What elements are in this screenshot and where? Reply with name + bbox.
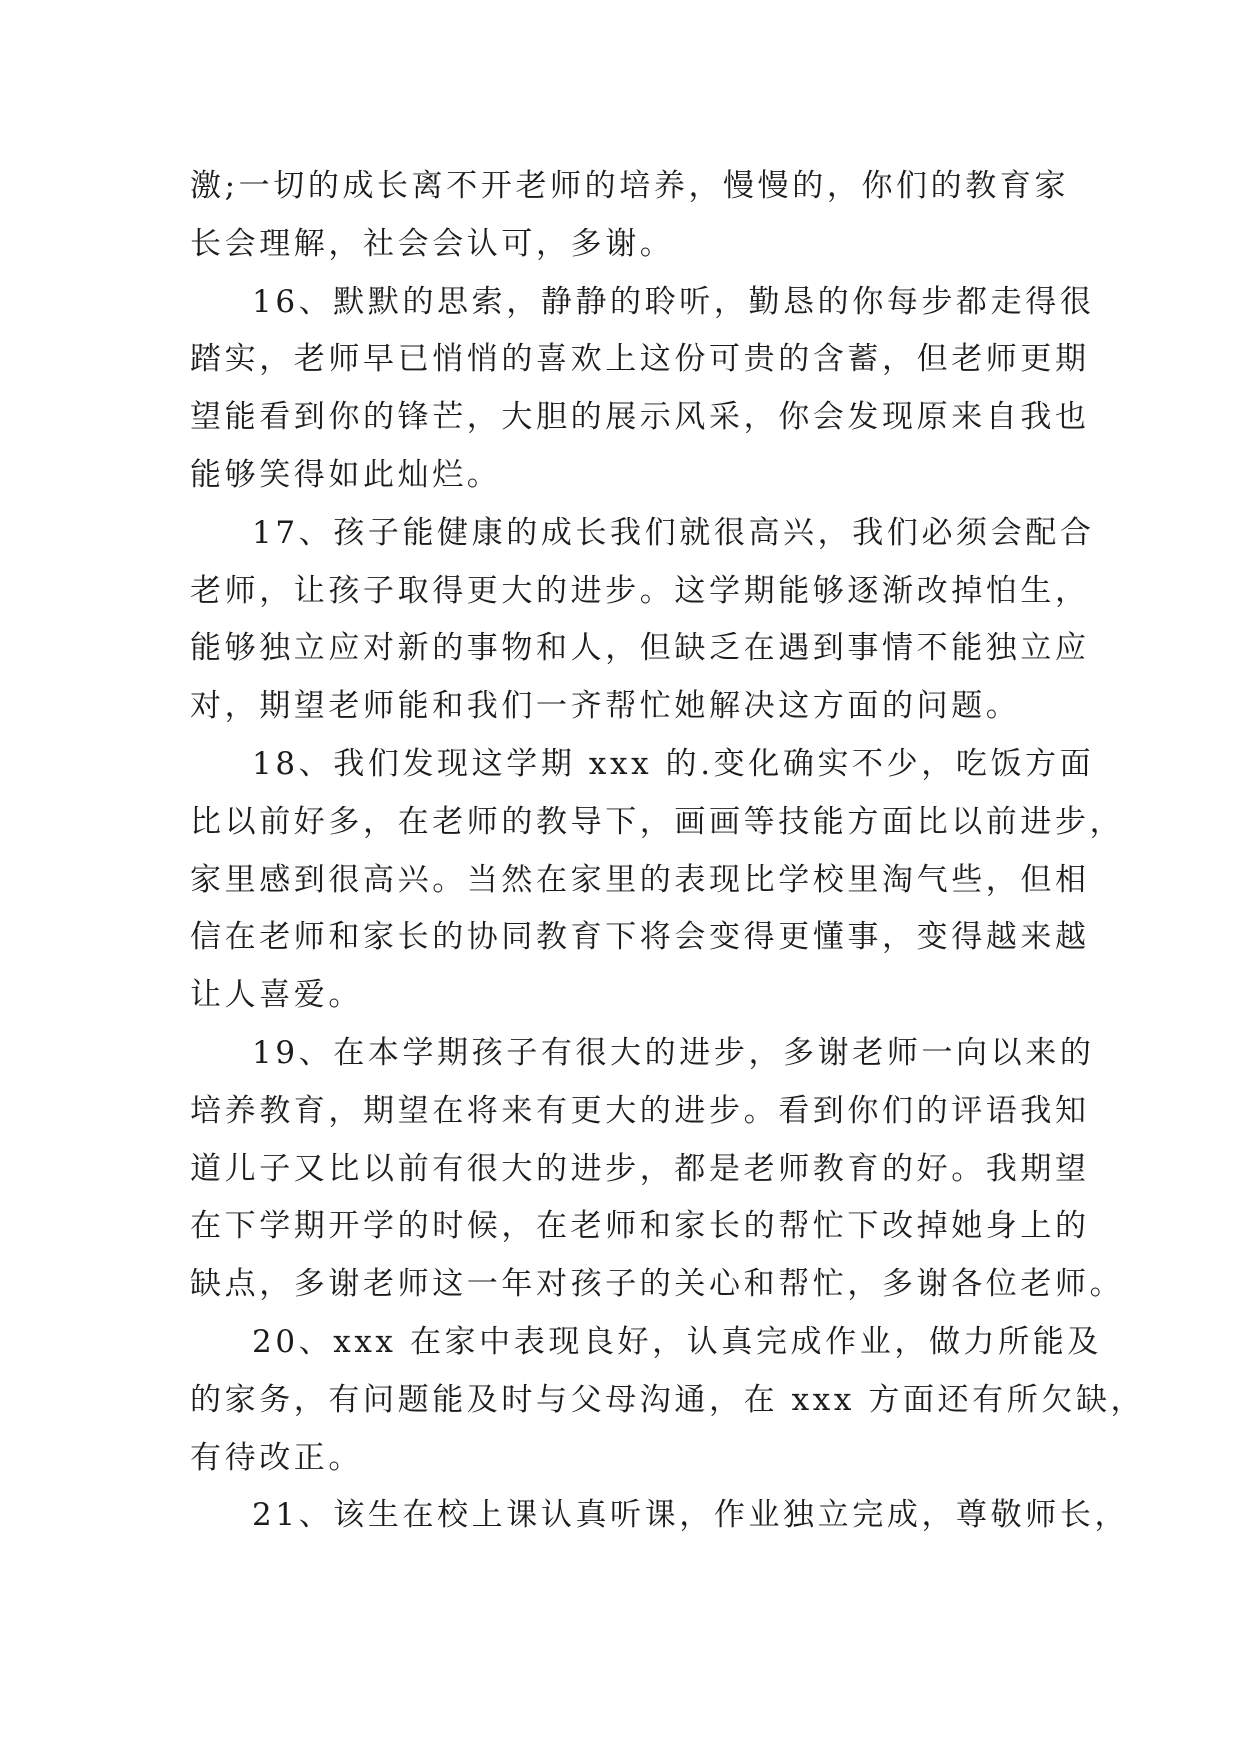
- paragraph-17: [190, 505, 1095, 736]
- text-line: 家里感到很高兴。当然在家里的表现比学校里淘气些，但相: [190, 861, 1090, 898]
- text-line: 21、该生在校上课认真听课，作业独立完成，尊敬师长，: [252, 1497, 1130, 1534]
- text-line: 在下学期开学的时候，在老师和家长的帮忙下改掉她身上的: [190, 1208, 1090, 1245]
- text-line: 18、我们发现这学期 xxx 的.变化确实不少，吃饭方面: [252, 745, 1095, 782]
- text-line: 长会理解，社会会认可，多谢。: [190, 225, 675, 262]
- text-line: 能够笑得如此灿烂。: [190, 456, 502, 493]
- text-line: 道儿子又比以前有很大的进步，都是老师教育的好。我期望: [190, 1150, 1090, 1187]
- text-line: 对，期望老师能和我们一齐帮忙她解决这方面的问题。: [190, 688, 1021, 725]
- text-line: 的家务，有问题能及时与父母沟通，在 xxx 方面还有所欠缺，: [190, 1381, 1146, 1418]
- paragraph-16: [190, 274, 1095, 505]
- text-line: 17、孩子能健康的成长我们就很高兴，我们必须会配合: [252, 514, 1095, 551]
- text-line: 激;一切的成长离不开老师的培养，慢慢的，你们的教育家: [190, 168, 1070, 204]
- text-line: 能够独立应对新的事物和人，但缺乏在遇到事情不能独立应: [190, 630, 1090, 667]
- paragraph-21: [190, 1487, 1130, 1545]
- text-line: 望能看到你的锋芒，大胆的展示风采，你会发现原来自我也: [190, 399, 1090, 436]
- text-line: 有待改正。: [190, 1439, 363, 1476]
- text-line: 信在老师和家长的协同教育下将会变得更懂事，变得越来越: [190, 919, 1090, 956]
- text-line: 比以前好多，在老师的教导下，画画等技能方面比以前进步，: [190, 803, 1125, 840]
- text-line: 19、在本学期孩子有很大的进步，多谢老师一向以来的: [252, 1034, 1095, 1071]
- text-line: 缺点，多谢老师这一年对孩子的关心和帮忙，多谢各位老师。: [190, 1266, 1125, 1303]
- text-line: 让人喜爱。: [190, 977, 363, 1014]
- paragraph-18: [190, 736, 1125, 1025]
- text-line: 踏实，老师早已悄悄的喜欢上这份可贵的含蓄，但老师更期: [190, 341, 1090, 378]
- document-body: [190, 158, 1146, 1545]
- paragraph-19: [190, 1025, 1125, 1314]
- text-line: 老师，让孩子取得更大的进步。这学期能够逐渐改掉怕生，: [190, 572, 1090, 609]
- text-line: 培养教育，期望在将来有更大的进步。看到你们的评语我知: [190, 1092, 1090, 1129]
- text-line: 16、默默的思索，静静的聆听，勤恳的你每步都走得很: [252, 283, 1095, 320]
- text-line: 20、xxx 在家中表现良好，认真完成作业，做力所能及: [252, 1323, 1102, 1360]
- paragraph-15-continuation: [190, 158, 1070, 274]
- paragraph-20: [190, 1314, 1146, 1487]
